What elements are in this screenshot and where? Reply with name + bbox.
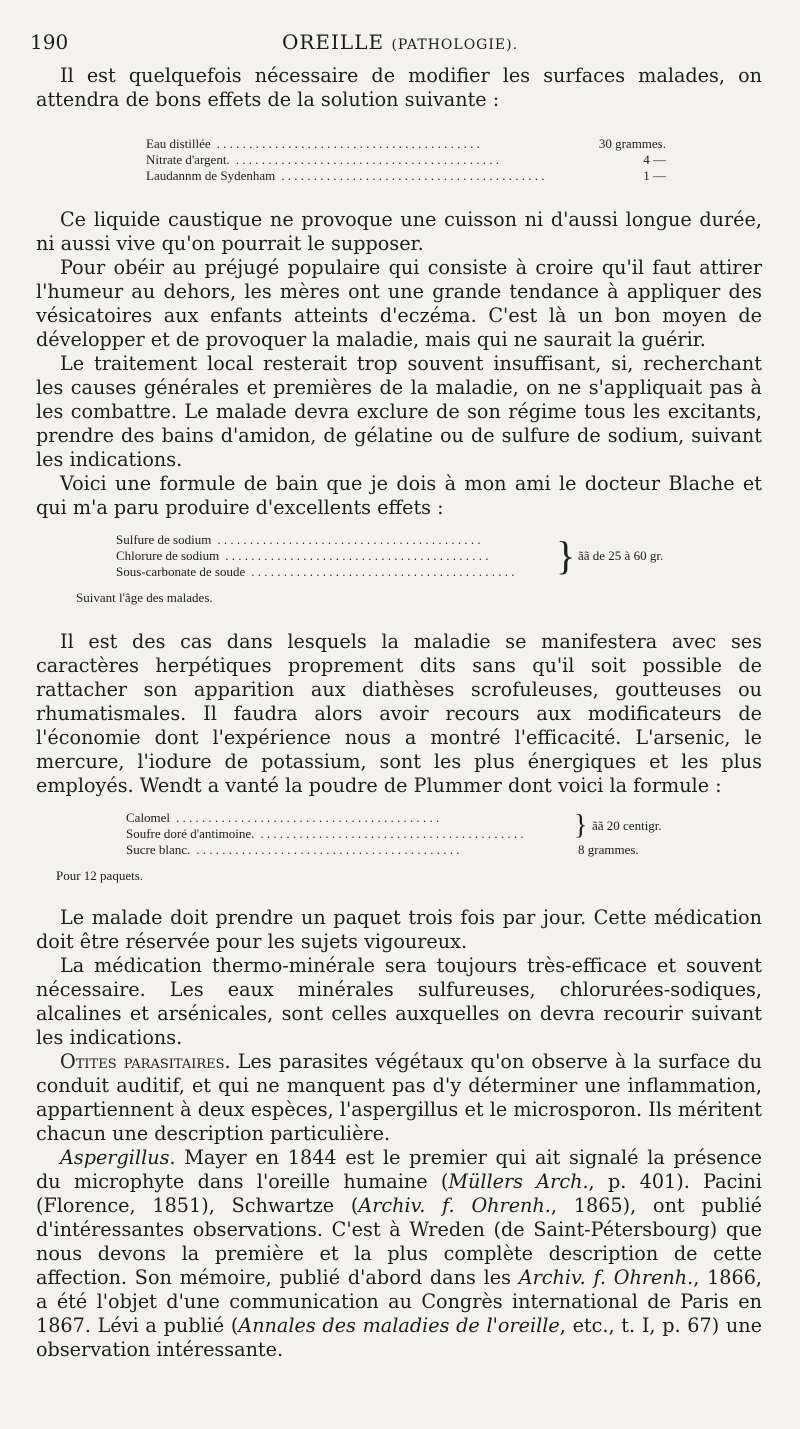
paragraph: Le malade doit prendre un paquet trois fois par jour. Cette médication doit être réservée pour les sujets vigoureux.: [36, 906, 762, 953]
formula-row: [126, 826, 566, 842]
formula-row: [146, 152, 666, 168]
ingredient-name: Sucre blanc.: [126, 842, 191, 857]
ingredient-qty: 8 grammes.: [578, 842, 639, 857]
page-body: [36, 64, 762, 1362]
formula-solution: [146, 136, 666, 184]
paragraph: Ce liquide caustique ne provoque une cuisson ni d'aussi longue durée, ni aussi vive qu'on pourrait le supposer.: [36, 208, 762, 255]
paragraph-text: , 1866, a été l'objet d'une communication au Congrès international de Paris en 1867. Lévi a publié (: [36, 1266, 763, 1337]
paragraph-text: , etc., t. I, p. 67) une observation intéressante.: [36, 1314, 762, 1361]
title-main: OREILLE: [281, 30, 385, 54]
section-heading: Otites parasitaires.: [60, 1050, 231, 1073]
dot-leader: . . . . . . . . . . . . . . . . . . . . . . . . . . . . . . . . . . . . . . . . .: [251, 564, 515, 579]
paragraph: Pour obéir au préjugé populaire qui consiste à croire qu'il faut attirer l'humeur au dehors, les mères ont une grande tendance à appliquer des vésicatoires aux enfants atteints d'eczéma. C'est là un bon moyen de développer et de provoquer la maladie, mais qui ne saurait la guérir.: [36, 256, 762, 351]
section-heading: Aspergillus.: [60, 1146, 176, 1169]
ingredient-name: Sous-carbonate de soude: [116, 564, 246, 579]
formula-bath: [116, 532, 766, 580]
paragraph-text: , 1865), ont publié d'intéressantes observations. C'est à Wreden (de Saint-Pétersbourg) que nous devons la première et la plus complète description de cette affection. Son mémoire, publié d'abord dans les: [36, 1194, 762, 1289]
formula-row: [116, 564, 546, 580]
formula-powder: [126, 810, 746, 858]
formula-row: [126, 810, 566, 826]
dot-leader: . . . . . . . . . . . . . . . . . . . . . . . . . . . . . . . . . . . . . . . . .: [281, 168, 545, 183]
formula-note: Pour 12 paquets.: [56, 868, 144, 883]
ingredient-name: Calomel: [126, 810, 171, 825]
paragraph: [36, 1146, 762, 1362]
citation: Müllers Arch.: [448, 1170, 589, 1193]
ingredient-name: Sulfure de sodium: [116, 532, 212, 547]
citation: Annales des maladies de l'oreille: [238, 1314, 560, 1337]
paragraph: Voici une formule de bain que je dois à mon ami le docteur Blache et qui m'a paru produire d'excellents effets :: [36, 472, 762, 519]
page-number: 190: [30, 30, 69, 54]
citation: Archiv. f. Ohrenh.: [358, 1194, 551, 1217]
paragraph-text: Mayer en 1844 est le premier qui ait signalé la présence du microphyte dans l'oreille humaine (: [36, 1146, 762, 1193]
paragraph-text: Les parasites végétaux qu'on observe à la surface du conduit auditif, et qui ne manquent pas d'y déterminer une inflammation, appartiennent à deux espèces, l'aspergillus et le microsporon. Ils méritent chacun une description particulière.: [36, 1050, 762, 1145]
dot-leader: . . . . . . . . . . . . . . . . . . . . . . . . . . . . . . . . . . . . . . . . .: [176, 810, 440, 825]
formula-row: [116, 548, 546, 564]
paragraph: Il est quelquefois nécessaire de modifier les surfaces malades, on attendra de bons effets de la solution suivante :: [36, 64, 762, 111]
dot-leader: . . . . . . . . . . . . . . . . . . . . . . . . . . . . . . . . . . . . . . . . .: [216, 136, 480, 151]
formula-row: [146, 168, 666, 184]
dot-leader: . . . . . . . . . . . . . . . . . . . . . . . . . . . . . . . . . . . . . . . . .: [235, 152, 499, 167]
formula-row: [126, 842, 566, 858]
dot-leader: . . . . . . . . . . . . . . . . . . . . . . . . . . . . . . . . . . . . . . . . .: [225, 548, 489, 563]
ingredient-name: Eau distillée: [146, 136, 211, 151]
formula-lines: [126, 810, 566, 858]
title-sub: (PATHOLOGIE).: [391, 37, 519, 53]
paragraph: Le traitement local resterait trop souvent insuffisant, si, recherchant les causes générales et premières de la maladie, on ne s'appliquait pas à les combattre. Le malade devra exclure de son régime tous les excitants, prendre des bains d'amidon, de gélatine ou de sulfure de sodium, suivant les indications.: [36, 352, 762, 471]
dot-leader: . . . . . . . . . . . . . . . . . . . . . . . . . . . . . . . . . . . . . . . . .: [260, 826, 524, 841]
formula-row: [146, 136, 666, 152]
ingredient-name: Chlorure de sodium: [116, 548, 220, 563]
formula-dose: ãã de 25 à 60 gr.: [578, 548, 664, 563]
running-header: [30, 30, 770, 62]
formula-lines: [116, 532, 546, 580]
brace-glyph: }: [556, 533, 576, 578]
formula-note: Suivant l'âge des malades.: [76, 590, 213, 605]
paragraph: Il est des cas dans lesquels la maladie se manifestera avec ses caractères herpétiques proprement dits sans qu'il soit possible de rattacher son apparition aux diathèses scrofuleuses, goutteuses ou rhumatismales. Il faudra alors avoir recours aux modificateurs de l'économie dont l'expérience nous a montré l'efficacité. L'arsenic, le mercure, l'iodure de potassium, sont les plus énergiques et les plus employés. Wendt a vanté la poudre de Plummer dont voici la formule :: [36, 630, 762, 797]
paragraph-text: , p. 401). Pacini (Florence, 1851), Schwartze (: [36, 1170, 762, 1217]
ingredient-name: Soufre doré d'antimoine.: [126, 826, 255, 841]
dot-leader: . . . . . . . . . . . . . . . . . . . . . . . . . . . . . . . . . . . . . . . . .: [196, 842, 460, 857]
brace-glyph: }: [574, 810, 588, 841]
paragraph: [36, 1050, 762, 1146]
ingredient-name: Laudannm de Sydenham: [146, 168, 276, 183]
ingredient-qty: 1 —: [643, 168, 666, 183]
ingredient-name: Nitrate d'argent.: [146, 152, 230, 167]
ingredient-qty: 30 grammes.: [598, 136, 666, 151]
formula-dose: ãã 20 centigr.: [592, 818, 662, 833]
formula-row: [116, 532, 546, 548]
ingredient-qty: 4 —: [643, 152, 666, 167]
citation: Archiv. f. Ohrenh.: [518, 1266, 694, 1289]
running-title: [30, 30, 770, 54]
dot-leader: . . . . . . . . . . . . . . . . . . . . . . . . . . . . . . . . . . . . . . . . .: [217, 532, 481, 547]
paragraph: La médication thermo-minérale sera toujours très-efficace et souvent nécessaire. Les eaux minérales sulfureuses, chlorurées-sodiques, alcalines et arsénicales, sont celles auxquelles on devra recourir suivant les indications.: [36, 954, 762, 1049]
